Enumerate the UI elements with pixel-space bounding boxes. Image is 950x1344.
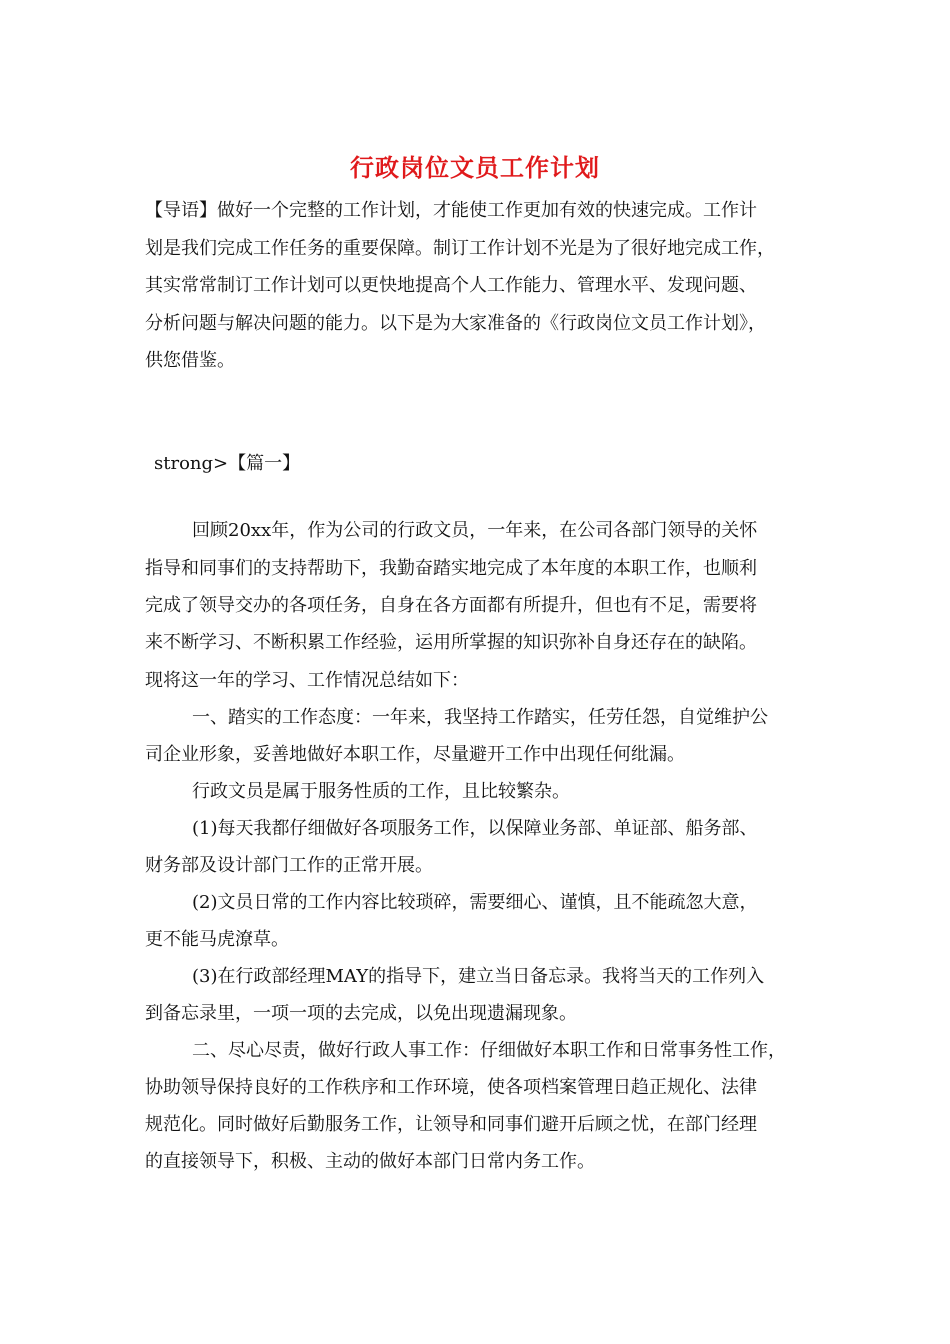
body-line: 指导和同事们的支持帮助下，我勤奋踏实地完成了本年度的本职工作，也顺利 <box>145 558 757 579</box>
body-line: 财务部及设计部门工作的正常开展。 <box>145 855 433 876</box>
intro-line: 其实常常制订工作计划可以更快地提高个人工作能力、管理水平、发现问题、 <box>145 275 757 296</box>
body-line: 到备忘录里，一项一项的去完成，以免出现遗漏现象。 <box>145 1003 577 1024</box>
body-line: 现将这一年的学习、工作情况总结如下： <box>145 670 469 691</box>
body-line: 的直接领导下，积极、主动的做好本部门日常内务工作。 <box>145 1151 595 1172</box>
intro-line: 划是我们完成工作任务的重要保障。制订工作计划不光是为了很好地完成工作， <box>145 238 775 259</box>
body-line: (3)在行政部经理MAY的指导下，建立当日备忘录。我将当天的工作列入 <box>192 966 765 987</box>
body-line: 司企业形象，妥善地做好本职工作，尽量避开工作中出现任何纰漏。 <box>145 744 685 765</box>
body-line: 回顾20xx年，作为公司的行政文员，一年来，在公司各部门领导的关怀 <box>192 520 758 541</box>
body-line: 完成了领导交办的各项任务，自身在各方面都有所提升，但也有不足，需要将 <box>145 595 757 616</box>
body-line: 规范化。同时做好后勤服务工作，让领导和同事们避开后顾之忧，在部门经理 <box>145 1114 757 1135</box>
body-line: 来不断学习、不断积累工作经验，运用所掌握的知识弥补自身还存在的缺陷。 <box>145 632 757 653</box>
body-line: 协助领导保持良好的工作秩序和工作环境，使各项档案管理日趋正规化、法律 <box>145 1077 757 1098</box>
intro-line: 供您借鉴。 <box>145 350 235 371</box>
body-line: 一、踏实的工作态度：一年来，我坚持工作踏实，任劳任怨，自觉维护公 <box>192 707 768 728</box>
body-line: (2)文员日常的工作内容比较琐碎，需要细心、谨慎，且不能疏忽大意， <box>192 892 758 913</box>
section-heading: strong>【篇一】 <box>154 453 301 474</box>
body-line: 二、尽心尽责，做好行政人事工作：仔细做好本职工作和日常事务性工作， <box>192 1040 786 1061</box>
intro-line: 【导语】做好一个完整的工作计划，才能使工作更加有效的快速完成。工作计 <box>145 200 757 221</box>
body-line: 更不能马虎潦草。 <box>145 929 289 950</box>
document-title: 行政岗位文员工作计划 <box>350 153 600 182</box>
intro-line: 分析问题与解决问题的能力。以下是为大家准备的《行政岗位文员工作计划》， <box>145 313 766 334</box>
body-line: (1)每天我都仔细做好各项服务工作，以保障业务部、单证部、船务部、 <box>192 818 758 839</box>
body-line: 行政文员是属于服务性质的工作，且比较繁杂。 <box>192 781 570 802</box>
